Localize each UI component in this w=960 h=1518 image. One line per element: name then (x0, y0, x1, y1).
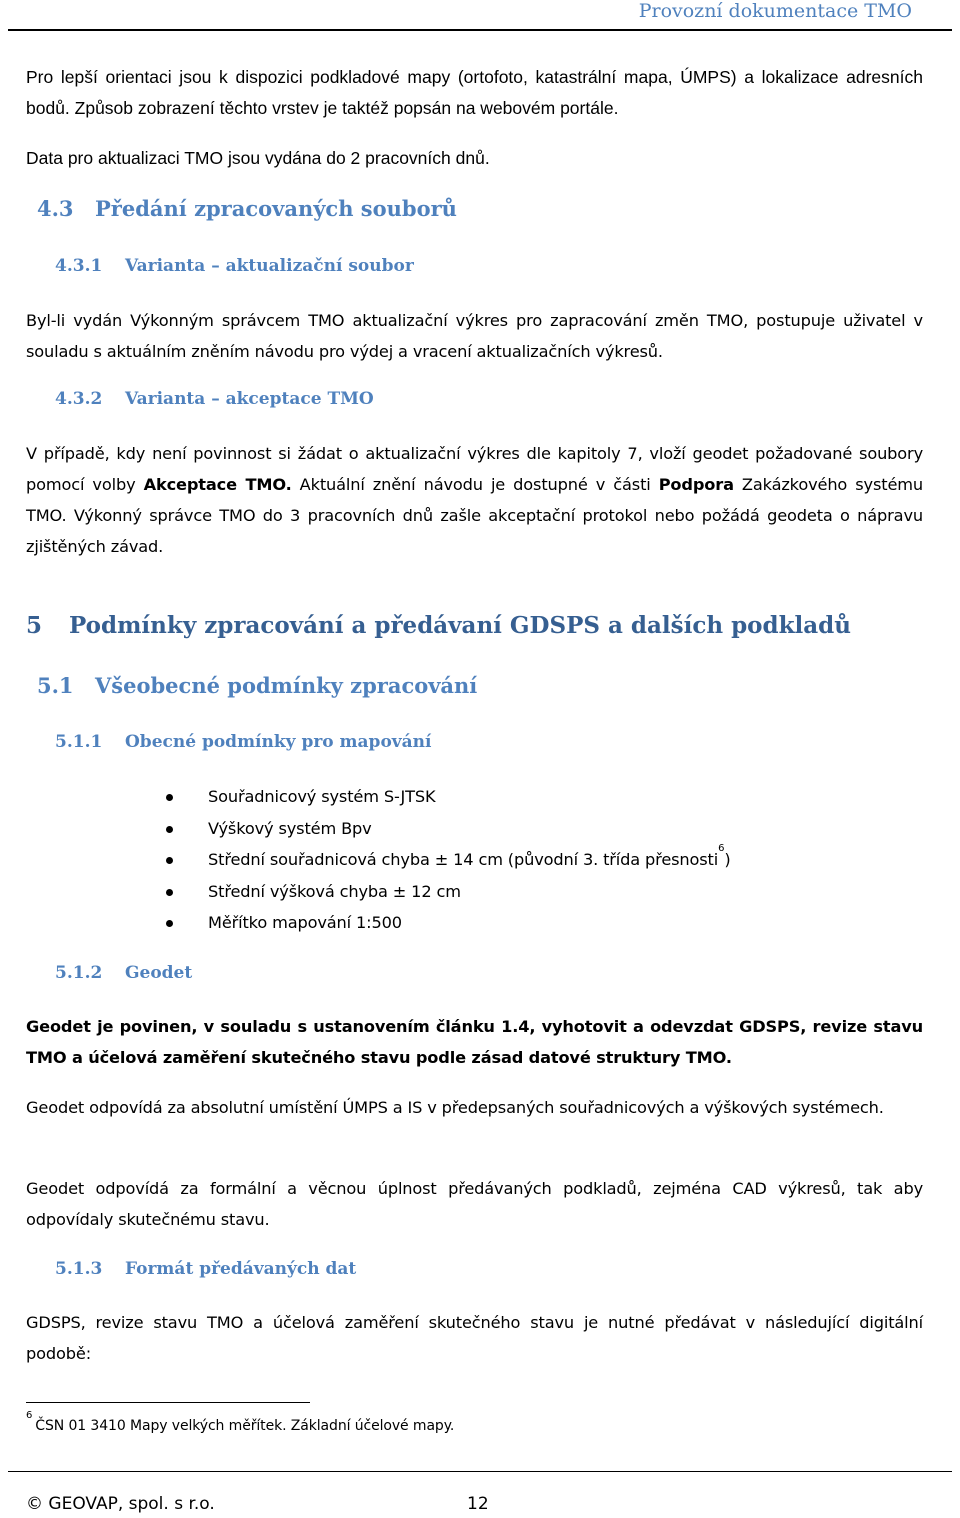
heading-text: Obecné podmínky pro mapování (125, 732, 432, 752)
heading-number: 4.3 (37, 196, 74, 221)
paragraph-geodet-povinen: Geodet je povinen, v souladu s ustanovením článku 1.4, vyhotovit a odevzdat GDSPS, revize stavu TMO a účelová zaměření skutečného stavu podle zásad datové struktury TMO. (26, 1017, 923, 1067)
paragraph-format-dat: GDSPS, revize stavu TMO a účelová zaměření skutečného stavu je nutné předávat v následující digitální podobě: (26, 1313, 923, 1363)
heading-4-3-1 (55, 253, 414, 279)
heading-text: Předání zpracovaných souborů (95, 196, 457, 221)
text-run: V případě, kdy není povinnost si žádat o aktualizační výkres dle kapitoly 7, vloží geodet požadované soubory pomocí volby (26, 444, 923, 494)
heading-text: Varianta – akceptace TMO (125, 389, 374, 409)
text-run: Aktuální znění návodu je dostupné v části (291, 475, 659, 494)
heading-text: Všeobecné podmínky zpracování (95, 673, 478, 698)
heading-4-3-2 (55, 386, 374, 412)
heading-5-1-1 (55, 729, 432, 755)
text-run: Zakázkového systému TMO. Výkonný správce TMO do 3 pracovních dnů zašle akceptační protokol nebo požádá geodeta o nápravu zjištěných závad. (26, 475, 923, 556)
paragraph-aktualizacni-soubor: Byl-li vydán Výkonným správcem TMO aktualizační výkres pro zapracování změn TMO, postupuje uživatel v souladu s aktuálním zněním návodu pro výdej a vracení aktualizačních výkresů. (26, 311, 923, 361)
footnote (26, 1410, 455, 1439)
heading-text: Podmínky zpracování a předávaní GDSPS a dalších podkladů (69, 612, 851, 639)
footnote-number: 6 (26, 1410, 33, 1421)
heading-5 (26, 609, 851, 643)
heading-number: 4.3.1 (55, 256, 103, 276)
heading-number: 4.3.2 (55, 389, 103, 409)
heading-5-1-2 (55, 960, 192, 986)
list-item-text: Střední výšková chyba ± 12 cm (208, 881, 461, 901)
footnote-separator (26, 1402, 310, 1403)
list-item-text (208, 844, 731, 876)
heading-text: Geodet (125, 963, 193, 983)
list-item-text-main: Střední souřadnicová chyba ± 14 cm (původní 3. třída přesnosti (208, 850, 719, 869)
paragraph-akceptace (26, 438, 923, 562)
running-header: Provozní dokumentace TMO (638, 0, 912, 22)
paragraph-geodet-umisteni: Geodet odpovídá za absolutní umístění ÚMPS a IS v předepsaných souřadnicových a výškových systémech. (26, 1098, 884, 1117)
bold-podpora: Podpora (658, 475, 734, 494)
heading-5-1 (37, 671, 477, 701)
bullet-icon (166, 857, 173, 864)
heading-text: Varianta – aktualizační soubor (125, 256, 414, 276)
heading-number: 5 (26, 612, 43, 639)
list-item-text: Měřítko mapování 1:500 (208, 913, 402, 932)
bold-akceptace-tmo: Akceptace TMO. (143, 475, 292, 494)
bullet-icon (166, 920, 173, 927)
header-rule (8, 29, 952, 31)
heading-number: 5.1.1 (55, 732, 103, 752)
heading-text: Formát předávaných dat (125, 1259, 357, 1279)
bullet-icon (166, 826, 173, 833)
heading-number: 5.1.3 (55, 1259, 103, 1279)
intro-paragraph-1: Pro lepší orientaci jsou k dispozici podkladové mapy (ortofoto, katastrální mapa, ÚMPS) a lokalizace adresních bodů. Způsob zobrazení těchto vrstev je taktéž popsán na webovém portále. (26, 67, 923, 118)
closing-parenthesis: ) (724, 850, 731, 869)
paragraph-geodet-uplnost: Geodet odpovídá za formální a věcnou úplnost předávaných podkladů, zejména CAD výkresů, tak aby odpovídaly skutečnému stavu. (26, 1179, 923, 1229)
heading-5-1-3 (55, 1256, 356, 1282)
page-number: 12 (467, 1494, 489, 1514)
list-item-text: Výškový systém Bpv (208, 818, 372, 838)
heading-4-3 (37, 194, 457, 224)
bullet-icon (166, 889, 173, 896)
heading-number: 5.1.2 (55, 963, 103, 983)
heading-number: 5.1 (37, 673, 74, 698)
footer-rule (8, 1471, 952, 1472)
list-item-text: Souřadnicový systém S-JTSK (208, 787, 436, 806)
footnote-reference[interactable]: 6 (718, 843, 725, 854)
bullet-icon (166, 794, 173, 801)
intro-paragraph-2: Data pro aktualizaci TMO jsou vydána do 2 pracovních dnů. (26, 148, 490, 168)
footnote-text: ČSN 01 3410 Mapy velkých měřítek. Základní účelové mapy. (35, 1418, 455, 1434)
footer-company: © GEOVAP, spol. s r.o. (26, 1494, 215, 1514)
